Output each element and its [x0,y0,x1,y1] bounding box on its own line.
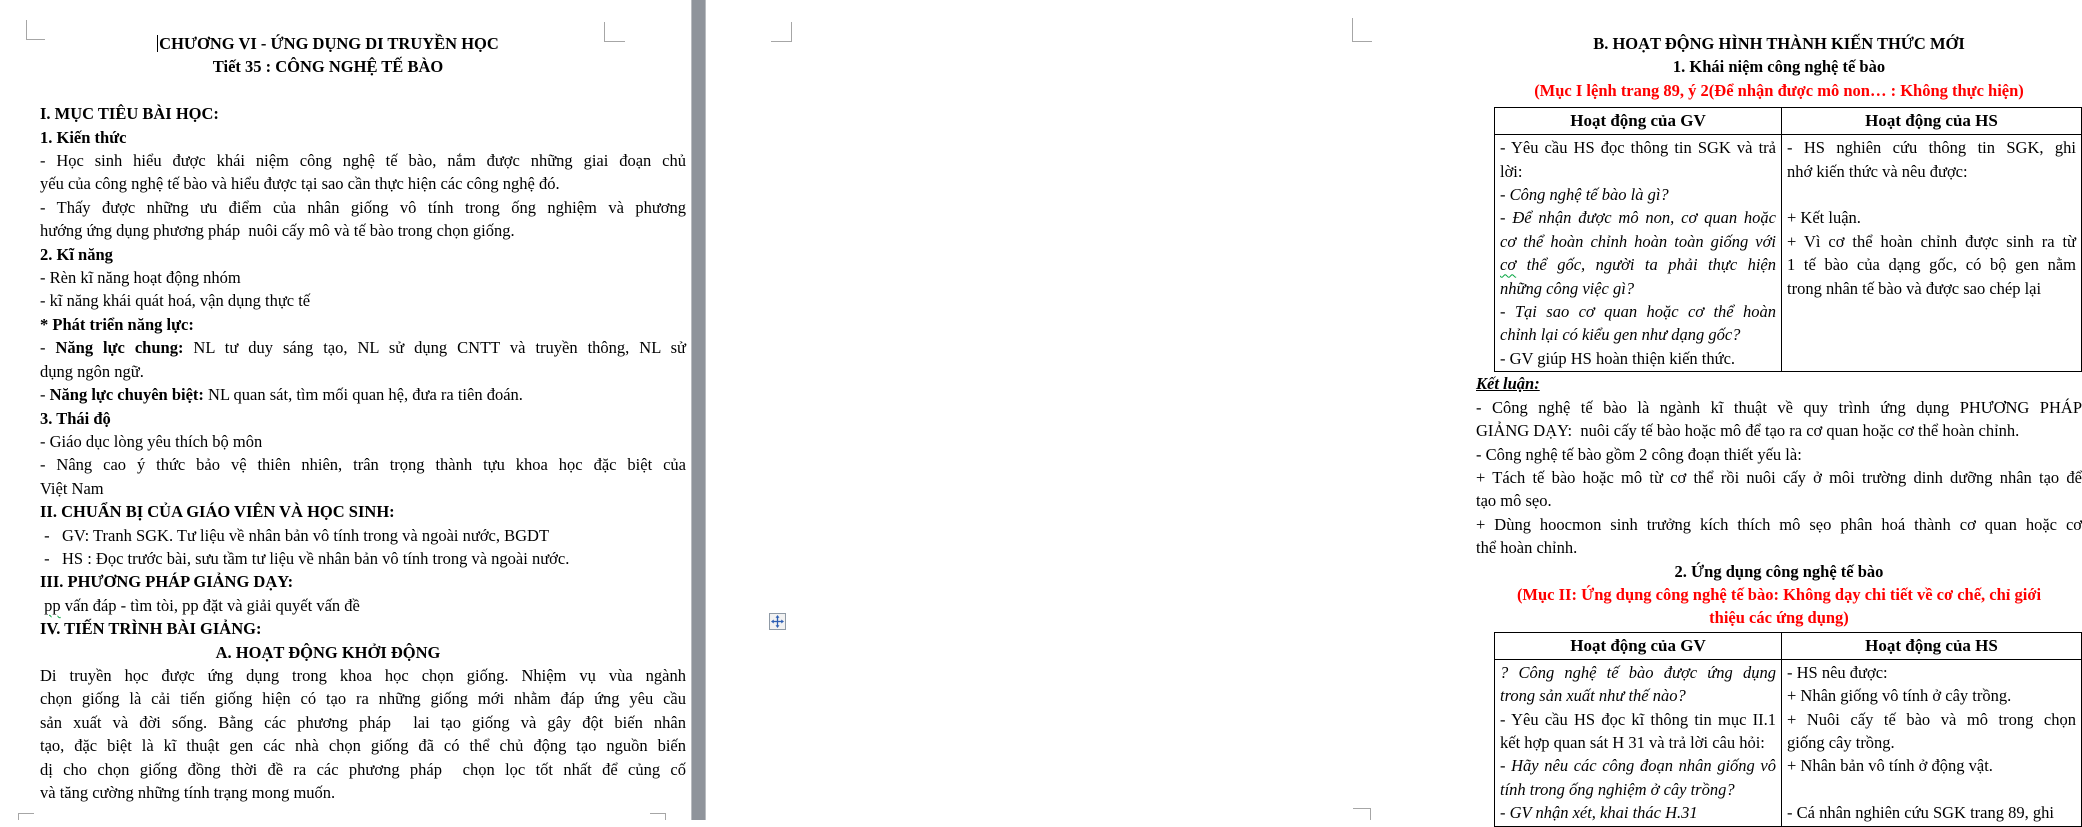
text-line: + Tách tế bào hoặc mô từ cơ thể rồi nuôi cấy ở môi trường dinh dưỡng nhân tạo để [1476,467,2082,487]
text-line: 1. Kiến thức [40,127,127,147]
text-line: (Mục I lệnh trang 89, ý 2(Để nhận được mô non… : Không thực hiện) [1534,80,2024,100]
text-line: những công việc gì? [1500,278,1635,298]
text-line: GIẢNG DẠY: nuôi cấy tế bào hoặc mô để tạo ra cơ quan hoặc cơ thể hoàn chỉnh. [1476,421,2020,441]
text-line: thể hoàn chỉnh. [1476,538,1578,558]
table1-cell-gv[interactable] [1495,135,1782,372]
text-line: tạo mô sẹo. [1476,491,1552,511]
document-page-1[interactable] [0,0,691,820]
text-line: trong sản xuất như thế nào? [1500,686,1686,706]
text-line: - Công nghệ tế bào là ngành kĩ thuật về quy trình ứng dụng PHƯƠNG PHÁP [1476,397,2082,417]
text-line: B. HOẠT ĐỘNG HÌNH THÀNH KIẾN THỨC MỚI [1593,34,1965,53]
boundary-mark [1353,808,1371,820]
text-line: - HS nghiên cứu thông tin SGK, ghi [1787,138,2076,158]
text-line: giống cây trồng. [1787,732,1895,752]
text-line: - kĩ năng khái quát hoá, vận dụng thực tế [40,291,311,311]
boundary-mark [771,22,792,42]
boundary-mark [1352,18,1372,42]
text-line: dụng ngôn ngữ. [40,361,144,381]
four-arrows-icon [771,615,784,628]
text-line: - HS nêu được: [1787,662,1888,682]
text-line: chỉnh lại có kiểu gen như dạng gốc? [1500,325,1741,345]
text-line: pp vấn đáp - tìm tòi, pp đặt và giải quyết vấn đề [44,595,360,615]
text-line: IV. TIẾN TRÌNH BÀI GIẢNG: [40,619,262,639]
text-line: ? Công nghệ tế bào được ứng dụng [1500,662,1776,682]
table1-header-gv: Hoạt động của GV [1495,108,1782,135]
text-line: - Để nhận được mô non, cơ quan hoặc [1500,208,1776,228]
text-line: 1 tế bào của dạng gốc, có bộ gen nằm [1787,255,2076,275]
text-line: cơ thể gốc, người ta phải thực hiện [1500,255,1776,275]
text-line: - Học sinh hiểu được khái niệm công nghệ tế bào, nắm được những giai đoạn chủ [40,151,686,171]
text-line: - Năng lực chung: NL tư duy sáng tạo, NL sử dụng CNTT và truyền thông, NL sử [40,338,686,358]
text-line: chọn giống là cải tiến giống hiện có tạo ra những giống mới nhằm đáp ứng yêu cầu [40,689,686,709]
page-2-conclusion-block [1476,372,2082,629]
text-line: tính trong ống nghiệm ở cây trồng? [1500,779,1735,799]
text-line: - Yêu cầu HS đọc kĩ thông tin mục II.1 [1500,709,1776,729]
text-line: - Rèn kĩ năng hoạt động nhóm [40,268,241,288]
text-line: yếu của công nghệ tế bào và hiểu được tại sao cần thực hiện các công nghệ đó. [40,174,560,194]
text-line: và tăng cường những tính trạng mong muốn. [40,783,336,802]
text-line: - Giáo dục lòng yêu thích bộ môn [40,431,263,451]
page-2-text-area[interactable] [1476,32,2082,827]
table-row [1495,659,2082,826]
text-line: - Yêu cầu HS đọc thông tin SGK và trả [1500,138,1776,158]
page-divider [691,0,706,820]
text-line: - Công nghệ tế bào gồm 2 công đoạn thiết yếu là: [1476,444,1802,464]
text-line: - Cá nhân nghiên cứu SGK trang 89, ghi [1787,803,2054,823]
page-2-heading-block [1476,32,2082,102]
activity-table-1 [1494,107,2082,372]
boundary-mark [26,20,45,40]
text-line: 2. Kĩ năng [40,244,113,264]
text-line: 3. Thái độ [40,408,111,428]
text-line: + Dùng hoocmon sinh trưởng kích thích mô sẹo phân hoá thành cơ quan hoặc cơ [1476,514,2082,534]
text-line: - Thấy được những ưu điểm của nhân giống vô tính trong ống nghiệm và phương [40,197,686,217]
text-line: I. MỤC TIÊU BÀI HỌC: [40,104,219,124]
text-line: * Phát triển năng lực: [40,314,194,334]
page-1-text-area[interactable] [40,32,686,804]
table2-cell-hs[interactable] [1782,659,2082,826]
text-line: A. HOẠT ĐỘNG KHỞI ĐỘNG [215,642,441,662]
text-line: - Năng lực chuyên biệt: NL quan sát, tìm mối quan hệ, đưa ra tiên đoán. [40,385,523,405]
text-line: - Nâng cao ý thức bảo vệ thiên nhiên, trân trọng thành tựu khoa học đặc biệt của [40,455,686,475]
text-line: - Công nghệ tế bào là gì? [1500,185,1669,205]
text-line: - GV giúp HS hoàn thiện kiến thức. [1500,348,1736,368]
table1-header-hs: Hoạt động của HS [1782,108,2082,135]
table-row [1495,135,2082,372]
table2-header-hs: Hoạt động của HS [1782,632,2082,659]
table-move-handle-icon[interactable] [769,613,786,630]
text-line: + Nhân bản vô tính ở động vật. [1787,756,1993,776]
text-line: 2. Ứng dụng công nghệ tế bào [1674,561,1884,581]
text-line: sản xuất và đời sống. Bằng các phương pháp lai tạo giống và gây đột biến nhân [40,712,686,732]
text-line: - HS : Đọc trước bài, sưu tầm tư liệu về nhân bản vô tính trong và ngoài nước. [40,548,570,568]
table1-cell-hs[interactable] [1782,135,2082,372]
boundary-mark [604,22,625,42]
text-line [1787,183,2076,206]
text-line: - Tại sao cơ quan hoặc cơ thể hoàn [1500,302,1776,322]
boundary-mark [18,813,34,820]
text-line: cơ thể hoàn chỉnh hoàn toàn giống với [1500,231,1776,251]
text-line [1787,778,2076,801]
text-line: + Nhân giống vô tính ở cây trồng. [1787,686,2012,706]
text-line: Việt Nam [40,478,104,498]
text-line: (Mục II: Ứng dụng công nghệ tế bào: Không dạy chi tiết về cơ chế, chỉ giới [1516,584,2042,604]
text-line: + Vì cơ thể hoàn chỉnh được sinh ra từ [1787,231,2076,251]
text-line: hướng ứng dụng phương pháp nuôi cấy mô và tế bào trong chọn giống. [40,221,515,241]
text-line: 1. Khái niệm công nghệ tế bào [1672,57,1886,77]
text-line: tạo, đặc biệt là kĩ thuật gen các nhà chọn giống đã có thể chủ động tạo nguồn biến [40,736,686,756]
text-line: - GV nhận xét, khai thác H.31 [1500,803,1698,823]
text-line: Tiết 35 : CÔNG NGHỆ TẾ BÀO [212,57,444,77]
text-line: thiệu các ứng dụng) [1709,608,1849,628]
text-line: Di truyền học được ứng dụng trong khoa học chọn giống. Nhiệm vụ vùa ngành [40,665,686,685]
text-line: CHƯƠNG VI - ỨNG DỤNG DI TRUYỀN HỌC [159,34,499,53]
table2-header-gv: Hoạt động của GV [1495,632,1782,659]
text-line: nhớ kiến thức và nêu được: [1787,161,1968,181]
text-line [40,79,686,102]
table2-cell-gv[interactable] [1495,659,1782,826]
text-line: kết hợp quan sát H 31 và trả lời câu hỏi: [1500,732,1765,752]
page-1-body [40,102,686,804]
text-line: lời: [1500,161,1523,181]
boundary-mark [650,813,666,820]
activity-table-2 [1494,632,2082,827]
text-line: III. PHƯƠNG PHÁP GIẢNG DẠY: [40,572,294,592]
text-line: - GV: Tranh SGK. Tư liệu về nhân bản vô tính trong và ngoài nước, BGDT [40,525,550,545]
page-1-title-block [40,32,686,102]
text-line: Kết luận: [1476,374,1540,394]
text-line: trong nhân tế bào và được sao chép lại [1787,278,2042,298]
text-line: dị cho chọn giống đồng thời đề ra các phương pháp chọn lọc tốt nhất để củng cố [40,759,686,779]
text-line: + Nuôi cấy tế bào và mô trong chọn [1787,709,2076,729]
document-page-2[interactable] [706,0,2082,823]
text-line: - Hãy nêu các công đoạn nhân giống vô [1500,756,1776,776]
text-line: + Kết luận. [1787,208,1861,228]
text-line: II. CHUẨN BỊ CỦA GIÁO VIÊN VÀ HỌC SINH: [40,502,395,522]
